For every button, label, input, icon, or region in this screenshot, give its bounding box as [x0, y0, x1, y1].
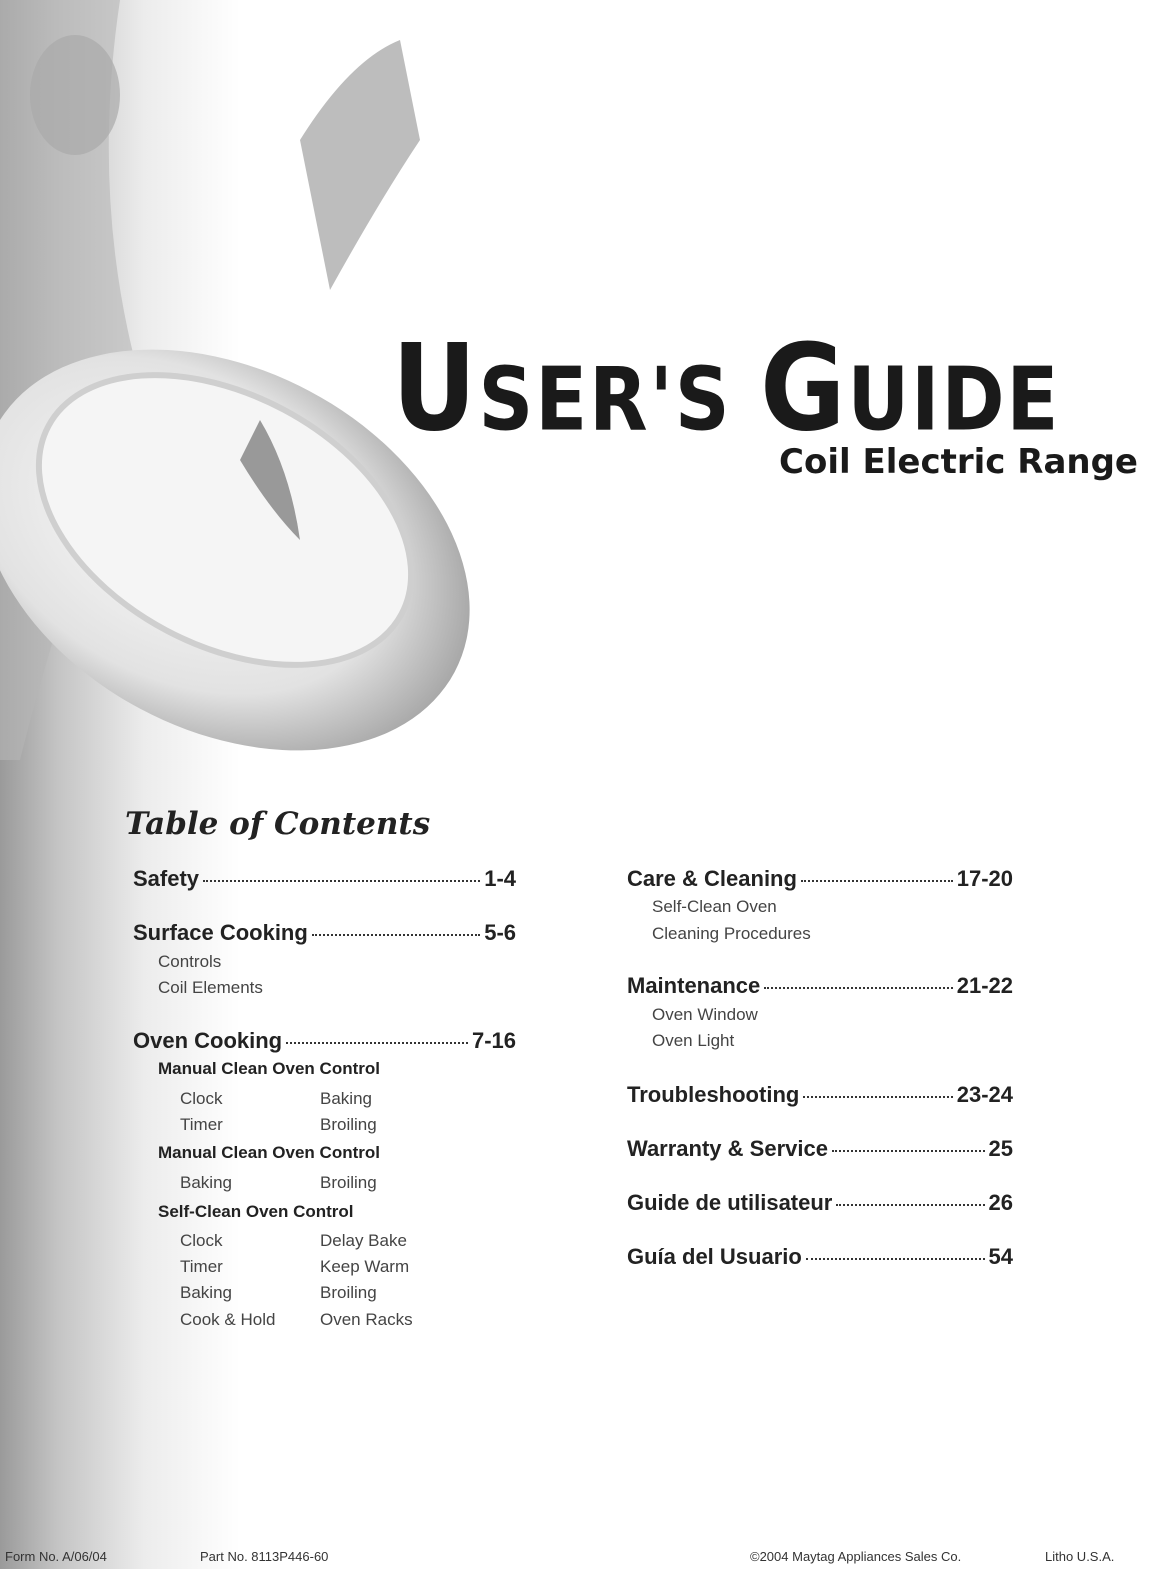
toc-subitem: Baking [320, 1089, 372, 1108]
toc-subitem: Cook & Hold [180, 1310, 276, 1329]
toc-pages: 54 [988, 1244, 1013, 1269]
leader-dots [286, 1042, 468, 1044]
title-part-ser: SER'S [478, 347, 761, 451]
leader-dots [203, 880, 480, 882]
title-initial-g: G [760, 318, 848, 459]
toc-subitem: Keep Warm [320, 1257, 410, 1276]
toc-subitem: Self-Clean Oven [652, 897, 777, 916]
toc-subitem: Oven Window [652, 1005, 758, 1024]
toc-subitem: Clock [180, 1089, 223, 1108]
toc-subheading: Self-Clean Oven Control [158, 1202, 354, 1221]
toc-label: Safety [133, 866, 200, 891]
toc-label: Maintenance [627, 973, 761, 998]
leader-dots [803, 1096, 952, 1098]
document-title [392, 318, 1060, 458]
toc-label: Oven Cooking [133, 1028, 283, 1053]
toc-subheading: Manual Clean Oven Control [158, 1143, 380, 1162]
toc-subitem: Oven Racks [320, 1310, 413, 1329]
toc-entry-troubleshooting[interactable] [627, 1082, 1013, 1108]
toc-subitem: Timer [180, 1257, 223, 1276]
toc-entry-maintenance[interactable] [627, 973, 1013, 999]
toc-subitem: Broiling [320, 1173, 377, 1192]
toc-subitem: Broiling [320, 1283, 377, 1302]
leader-dots [836, 1204, 984, 1206]
leader-dots [312, 934, 480, 936]
toc-heading: Table of Contents [125, 806, 431, 842]
toc-pages: 25 [988, 1136, 1013, 1161]
toc-label: Guide de utilisateur [627, 1190, 833, 1215]
toc-entry-care-cleaning[interactable] [627, 866, 1013, 892]
toc-label: Care & Cleaning [627, 866, 797, 891]
toc-subitem: Baking [180, 1283, 232, 1302]
toc-subitem: Delay Bake [320, 1231, 407, 1250]
form-number: Form No. A/06/04 [5, 1549, 107, 1564]
toc-entry-spanish-guide[interactable] [627, 1244, 1013, 1270]
toc-subheading: Manual Clean Oven Control [158, 1059, 380, 1078]
toc-label: Warranty & Service [627, 1136, 828, 1161]
toc-entry-warranty-service[interactable] [627, 1136, 1013, 1162]
toc-pages: 1-4 [484, 866, 516, 891]
toc-label: Guía del Usuario [627, 1244, 802, 1269]
toc-label: Surface Cooking [133, 920, 308, 945]
leader-dots [806, 1258, 985, 1260]
toc-label: Troubleshooting [627, 1082, 800, 1107]
part-number: Part No. 8113P446-60 [200, 1549, 329, 1564]
leader-dots [801, 880, 953, 882]
toc-subitem: Baking [180, 1173, 232, 1192]
toc-pages: 21-22 [956, 973, 1013, 998]
toc-entry-french-guide[interactable] [627, 1190, 1013, 1216]
toc-subitem: Coil Elements [158, 978, 263, 997]
toc-pages: 7-16 [471, 1028, 516, 1053]
toc-subitem: Oven Light [652, 1031, 735, 1050]
leader-dots [764, 987, 952, 989]
leader-dots [832, 1150, 985, 1152]
title-part-uide: UIDE [847, 347, 1061, 451]
toc-entry-surface-cooking[interactable] [133, 920, 516, 946]
toc-subitem: Controls [158, 952, 222, 971]
toc-pages: 26 [988, 1190, 1013, 1215]
toc-subitem: Timer [180, 1115, 223, 1134]
toc-entry-oven-cooking[interactable] [133, 1028, 516, 1054]
toc-subitem: Cleaning Procedures [652, 924, 811, 943]
toc-subitem: Clock [180, 1231, 223, 1250]
litho-notice: Litho U.S.A. [1045, 1549, 1115, 1564]
document-subtitle: Coil Electric Range [779, 442, 1138, 482]
toc-subitem: Broiling [320, 1115, 377, 1134]
toc-pages: 5-6 [484, 920, 516, 945]
copyright: ©2004 Maytag Appliances Sales Co. [750, 1549, 962, 1564]
toc-pages: 17-20 [956, 866, 1013, 891]
title-initial-u: U [392, 318, 479, 459]
toc-pages: 23-24 [956, 1082, 1013, 1107]
toc-entry-safety[interactable] [133, 866, 516, 892]
